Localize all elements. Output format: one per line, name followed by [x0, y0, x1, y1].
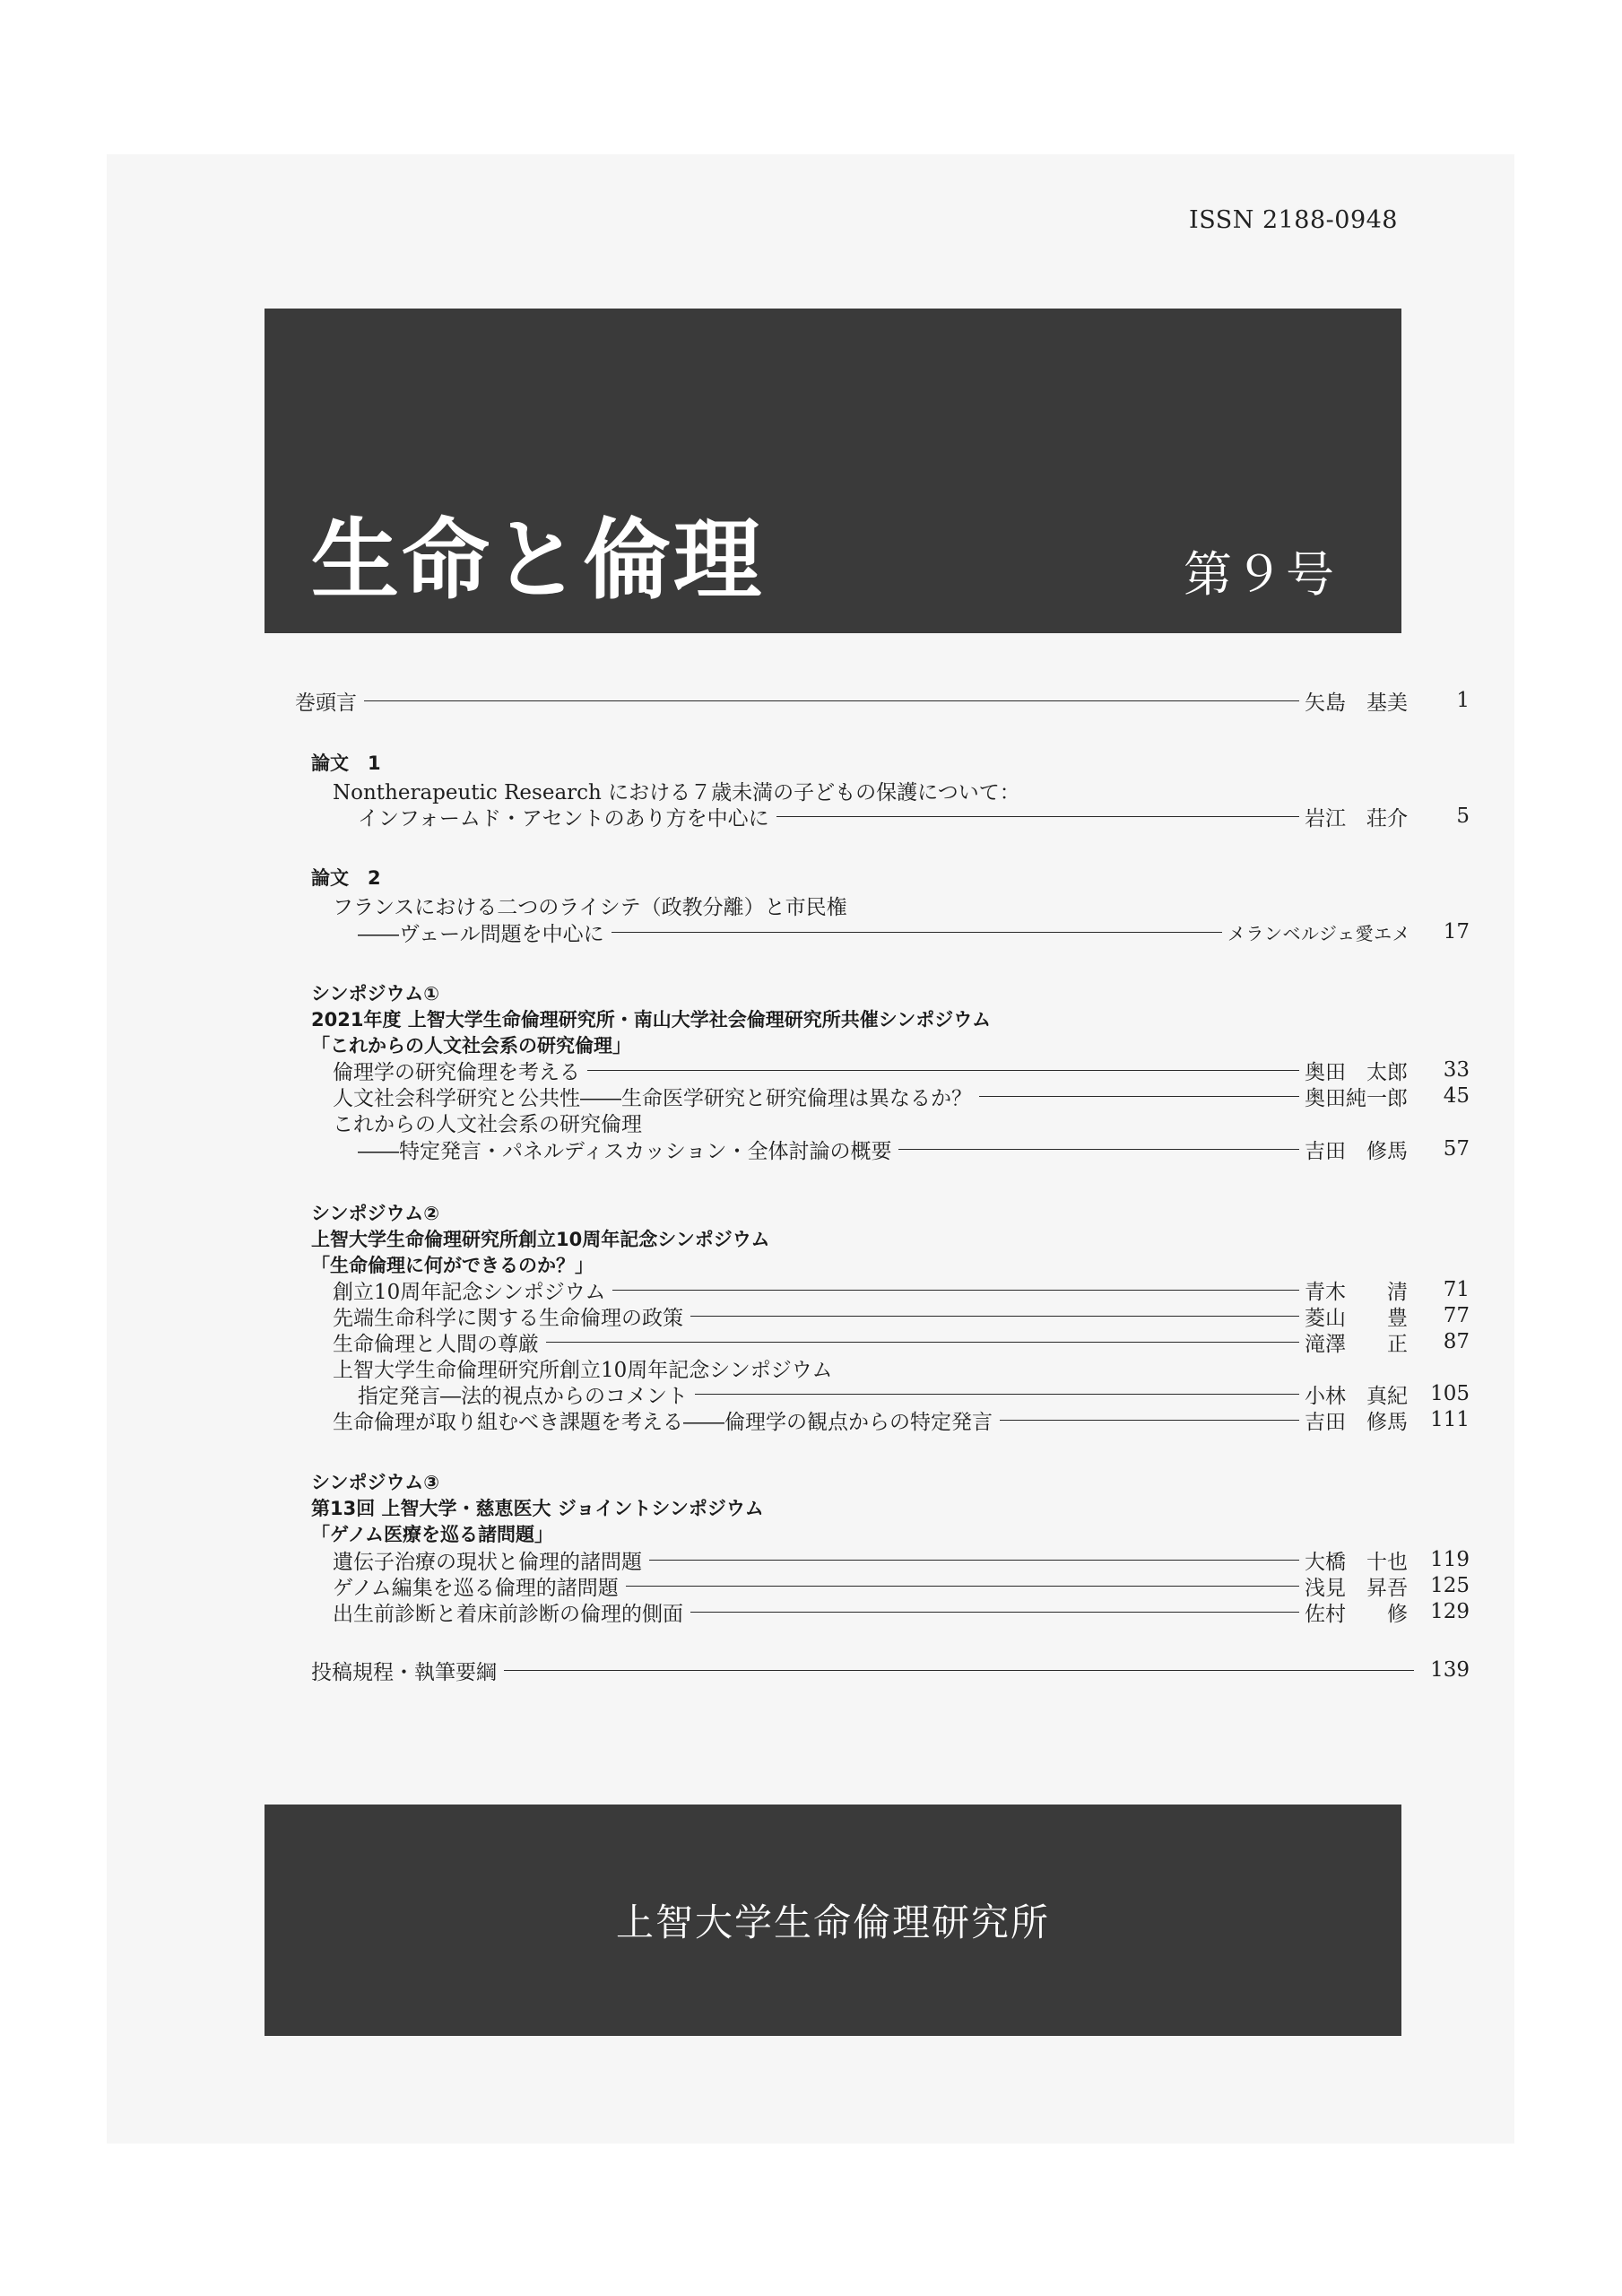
toc-entry-author: メランベルジェ愛エメ	[1227, 922, 1411, 944]
leader-line	[695, 1394, 1299, 1395]
symposium3-subtitle: 第13回 上智大学・慈恵医大 ジョイントシンポジウム	[311, 1498, 764, 1519]
toc-entry-title: 創立10周年記念シンポジウム	[333, 1280, 606, 1304]
leader-line	[979, 1096, 1299, 1097]
toc-entry-page: 125	[1430, 1574, 1470, 1597]
toc-entry-title: ――特定発言・パネルディスカッション・全体討論の概要	[358, 1139, 892, 1163]
toc-entry-page: 33	[1443, 1058, 1470, 1082]
toc-entry-author: 奥田 太郎	[1305, 1060, 1408, 1084]
symposium1-subtitle: 2021年度 上智大学生命倫理研究所・南山大学社会倫理研究所共催シンポジウム	[311, 1009, 992, 1031]
toc-entry-page: 5	[1456, 804, 1470, 828]
issue-number: 第９号	[1184, 546, 1337, 603]
leader-line	[364, 700, 1299, 701]
toc-entry-author: 浅見 昇吾	[1305, 1576, 1408, 1600]
toc-entry-article2-line1	[333, 890, 1229, 920]
toc-entry-page: 45	[1443, 1084, 1470, 1108]
toc-entry-author: 吉田 修馬	[1305, 1139, 1408, 1163]
toc-entry-title: インフォームド・アセントのあり方を中心に	[358, 806, 769, 831]
section-heading-symposium2: シンポジウム②	[311, 1203, 440, 1224]
leader-line	[587, 1070, 1299, 1071]
leader-line	[776, 816, 1299, 817]
toc-entry	[333, 1405, 1470, 1435]
toc-entry-author: 佐村 修	[1305, 1602, 1408, 1626]
section-heading-article2: 論文 2	[311, 867, 381, 889]
leader-line	[504, 1670, 1414, 1671]
toc-entry-page: 57	[1443, 1137, 1470, 1161]
journal-title: 生命と倫理	[311, 509, 765, 612]
toc-entry-title: 遺伝子治療の現状と倫理的諸問題	[333, 1550, 642, 1574]
toc-entry-author: 小林 真紀	[1305, 1384, 1408, 1408]
leader-line	[626, 1586, 1299, 1587]
toc-entry	[358, 1134, 1470, 1164]
leader-line	[1000, 1420, 1299, 1421]
toc-entry-title: Nontherapeutic Research における７歳未満の子どもの保護について：	[333, 780, 1020, 804]
toc-entry-page: 105	[1430, 1382, 1470, 1405]
leader-line	[546, 1342, 1299, 1343]
symposium2-subtitle: 上智大学生命倫理研究所創立10周年記念シンポジウム	[311, 1229, 770, 1250]
toc-entry-author: 大橋 十也	[1305, 1550, 1408, 1574]
publisher-band	[265, 1805, 1401, 2036]
toc-entry-title: 指定発言―法的視点からのコメント	[358, 1384, 688, 1408]
leader-line	[612, 932, 1222, 933]
toc-entry-title: これからの人文社会系の研究倫理	[333, 1112, 642, 1136]
toc-entry-foreword	[295, 685, 1470, 716]
toc-entry-page: 17	[1443, 920, 1470, 944]
toc-entry-author: 奥田純一郎	[1305, 1086, 1408, 1110]
toc-entry-page: 87	[1443, 1330, 1470, 1353]
symposium2-theme: 「生命倫理に何ができるのか？」	[311, 1255, 594, 1276]
toc-entry-page: 77	[1443, 1304, 1470, 1327]
toc-entry-title: 倫理学の研究倫理を考える	[333, 1060, 580, 1084]
toc-entry	[333, 1596, 1470, 1627]
toc-entry-article2-line2	[358, 917, 1470, 947]
toc-entry-page: 119	[1430, 1548, 1470, 1571]
toc-entry-submission	[311, 1655, 1470, 1685]
toc-entry-title: 巻頭言	[295, 691, 357, 715]
leader-line	[898, 1149, 1299, 1150]
section-heading-article1: 論文 1	[311, 752, 381, 774]
cover-page	[107, 154, 1514, 2144]
symposium1-theme: 「これからの人文社会系の研究倫理」	[311, 1035, 631, 1057]
leader-line	[690, 1612, 1299, 1613]
toc-entry-author: 滝澤 正	[1305, 1332, 1408, 1356]
toc-entry-author: 吉田 修馬	[1305, 1410, 1408, 1434]
section-heading-symposium3: シンポジウム③	[311, 1472, 440, 1493]
toc-entry-title: ――ヴェール問題を中心に	[358, 922, 604, 946]
toc-entry-page: 71	[1443, 1278, 1470, 1301]
toc-entry-title: フランスにおける二つのライシテ（政教分離）と市民権	[333, 895, 847, 919]
toc-entry-page: 129	[1430, 1600, 1470, 1623]
leader-line	[690, 1316, 1299, 1317]
toc-entry-author: 矢島 基美	[1305, 691, 1408, 715]
toc-entry-title: 生命倫理と人間の尊厳	[333, 1332, 539, 1356]
toc-entry-title: 上智大学生命倫理研究所創立10周年記念シンポジウム	[333, 1358, 833, 1382]
toc-entry-article1-line2	[358, 801, 1470, 831]
toc-entry-title: 投稿規程・執筆要綱	[311, 1660, 497, 1684]
toc-entry-page: 111	[1430, 1408, 1470, 1431]
toc-entry-title: ゲノム編集を巡る倫理的諸問題	[333, 1576, 619, 1600]
toc-entry-author: 菱山 豊	[1305, 1306, 1408, 1330]
toc-entry-title: 出生前診断と着床前診断の倫理的側面	[333, 1602, 683, 1626]
section-heading-symposium1: シンポジウム①	[311, 983, 440, 1004]
toc-entry-page: 1	[1456, 689, 1470, 712]
leader-line	[649, 1560, 1299, 1561]
toc-entry-title: 生命倫理が取り組むべき課題を考える――倫理学の観点からの特定発言	[333, 1410, 993, 1434]
toc-entry-author: 岩江 荘介	[1305, 806, 1408, 831]
toc-entry-title: 人文社会科学研究と公共性――生命医学研究と研究倫理は異なるか？	[333, 1086, 972, 1110]
toc-entry	[333, 1107, 1229, 1137]
symposium3-theme: 「ゲノム医療を巡る諸問題」	[311, 1524, 554, 1545]
publisher-name: 上智大学生命倫理研究所	[615, 1900, 1050, 1944]
toc-entry-page: 139	[1430, 1658, 1470, 1682]
toc-entry-title: 先端生命科学に関する生命倫理の政策	[333, 1306, 683, 1330]
leader-line	[612, 1290, 1299, 1291]
toc-entry-author: 青木 清	[1305, 1280, 1408, 1304]
issn: ISSN 2188-0948	[1189, 206, 1398, 234]
